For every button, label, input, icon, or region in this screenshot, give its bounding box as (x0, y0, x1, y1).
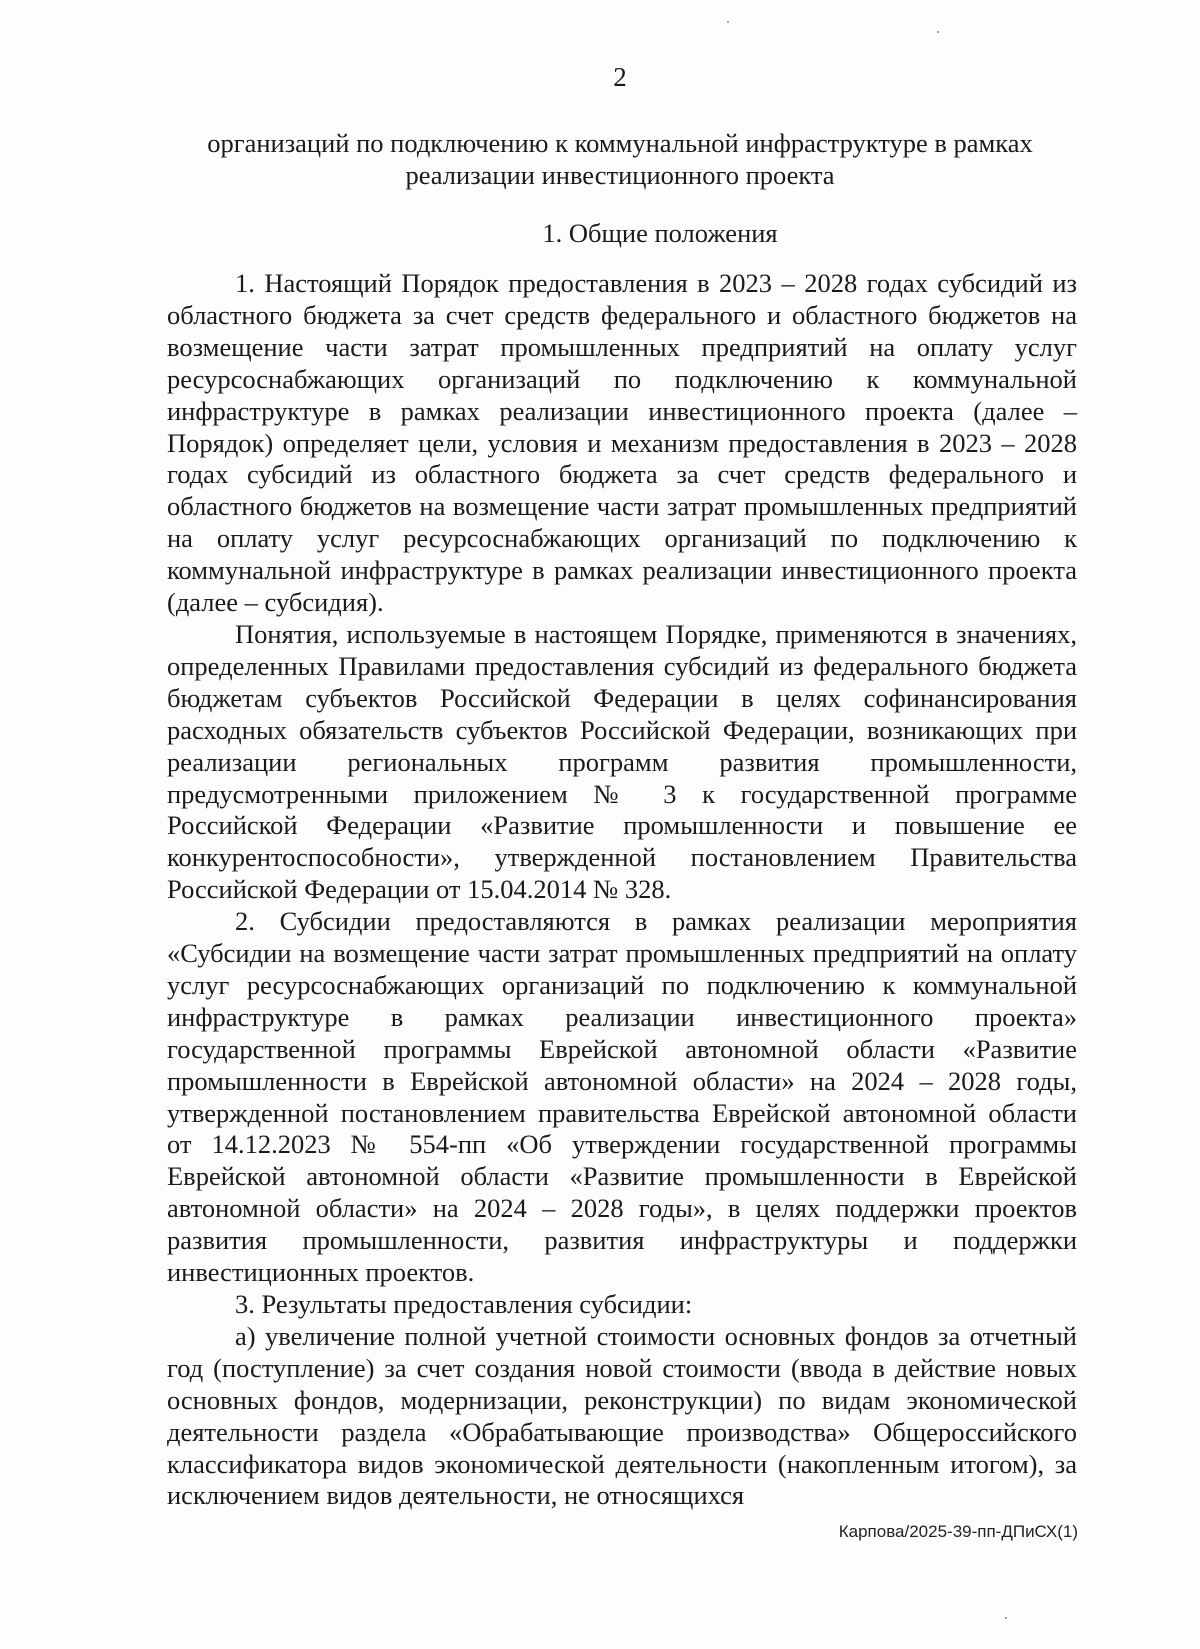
scan-speck (1005, 1617, 1007, 1619)
paragraph-1: 1. Настоящий Порядок предоставления в 2023 – 2028 годах субсидий из областного бюджета за счет средств федерального и областного бюджетов на возмещение части затрат промышленных предприятий на оплату услуг ресурсоснабжающих организаций по подключению к коммунальной инфраструктуре в рамках реализации инвестиционного проекта (далее – Порядок) определяет цели, условия и механизм предоставления в 2023 – 2028 годах субсидий из областного бюджета за счет средств федерального и областного бюджетов на возмещение части затрат промышленных предприятий на оплату услуг ресурсоснабжающих организаций по подключению к коммунальной инфраструктуре в рамках реализации инвестиционного проекта (далее – субсидия). (167, 268, 1077, 618)
paragraph-2: 2. Субсидии предоставляются в рамках реализации мероприятия «Субсидии на возмещение части затрат промышленных предприятий на оплату услуг ресурсоснабжающих организаций по подключению к коммунальной инфраструктуре в рамках реализации инвестиционного проекта» государственной программы Еврейской автономной области «Развитие промышленности в Еврейской автономной области» на 2024 – 2028 годы, утвержденной постановлением правительства Еврейской автономной области от 14.12.2023 № 554-пп «Об утверждении государственной программы Еврейской автономной области «Развитие промышленности в Еврейской автономной области» на 2024 – 2028 годы», в целях поддержки проектов развития промышленности, развития инфраструктуры и поддержки инвестиционных проектов. (167, 906, 1077, 1288)
section-title: 1. Общие положения (542, 218, 778, 248)
paragraph-definitions: Понятия, используемые в настоящем Порядке, применяются в значениях, определенных Правилами предоставления субсидий из федерального бюджета бюджетам субъектов Российской Федерации в целях софинансирования расходных обязательств субъектов Российской Федерации, возникающих при реализации региональных программ развития промышленности, предусмотренными приложением № 3 к государственной программе Российской Федерации «Развитие промышленности и повышение ее конкурентоспособности», утвержденной постановлением Правительства Российской Федерации от 15.04.2014 № 328. (167, 618, 1077, 905)
document-footer-code: Карпова/2025-39-пп-ДПиСХ(1) (838, 1522, 1078, 1541)
document-body (167, 268, 1077, 1512)
page-number: 2 (613, 62, 627, 92)
scan-speck (937, 31, 939, 33)
scan-speck (727, 21, 729, 23)
paragraph-3a: а) увеличение полной учетной стоимости основных фондов за отчетный год (поступление) за счет создания новой стоимости (ввода в действие новых основных фондов, модернизации, реконструкции) по видам экономической деятельности раздела «Обрабатывающие производства» Общероссийского классификатора видов экономической деятельности (накопленным итогом), за исключением видов деятельности, не относящихся (167, 1320, 1077, 1511)
document-heading-continuation: организаций по подключению к коммунальной инфраструктуре в рамках реализации инвестиционного проекта (207, 128, 1033, 190)
paragraph-3: 3. Результаты предоставления субсидии: (235, 1289, 693, 1319)
